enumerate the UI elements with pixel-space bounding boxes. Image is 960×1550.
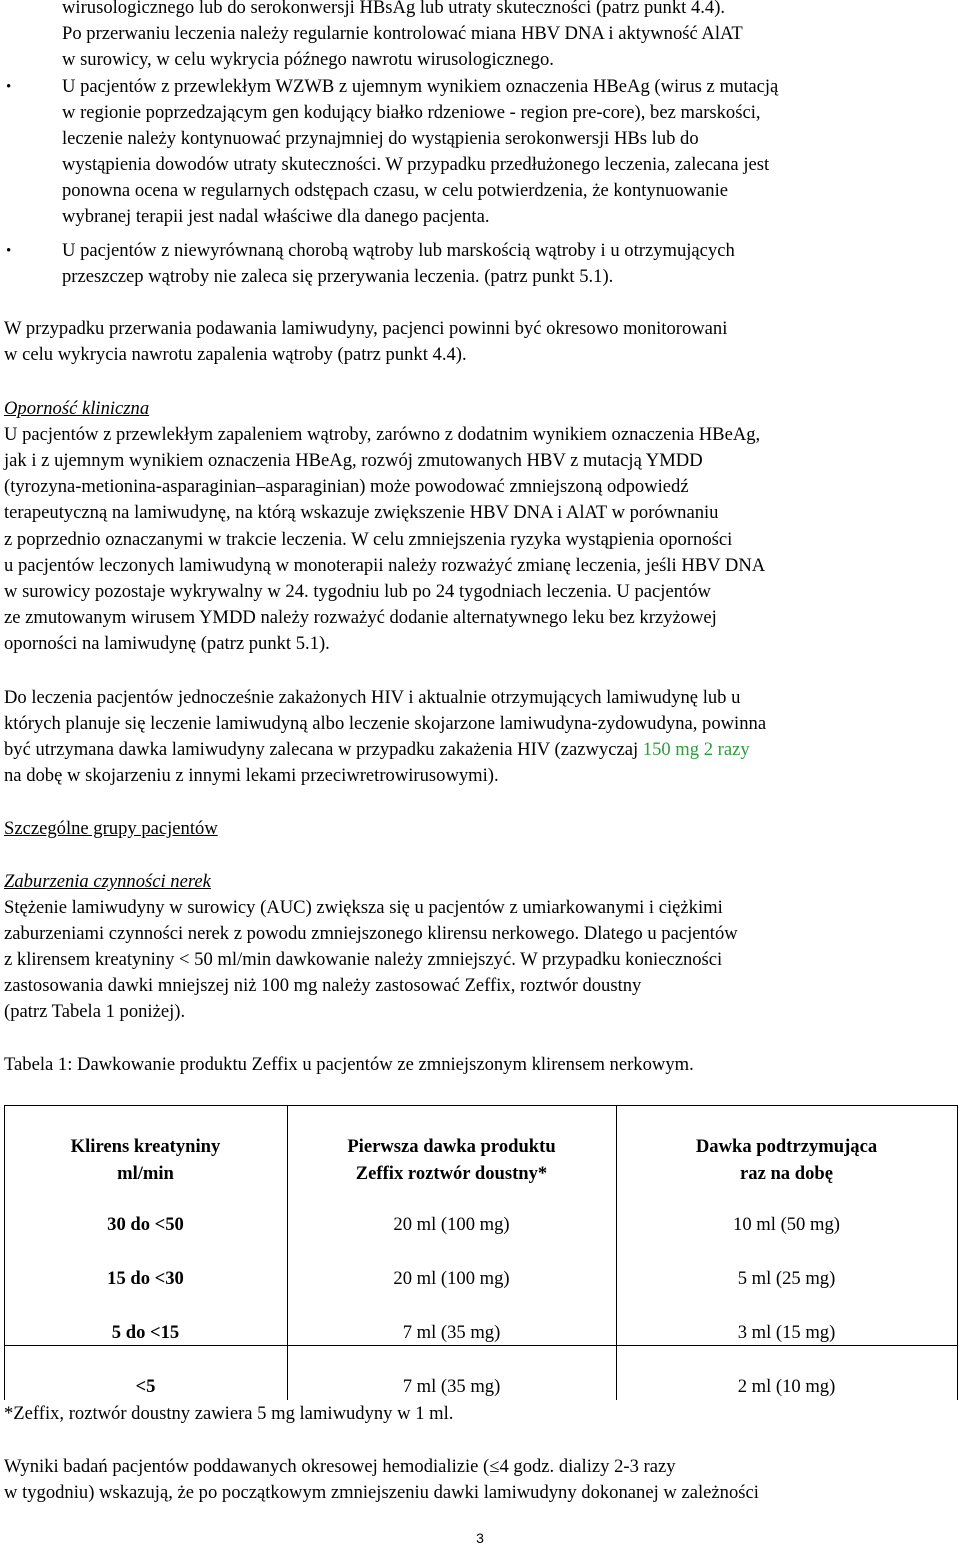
text-line: Po przerwaniu leczenia należy regularnie kontrolować miana HBV DNA i aktywność AlAT xyxy=(62,23,743,44)
text-line: z klirensem kreatyniny < 50 ml/min dawkowanie należy zmniejszyć. W przypadku konieczności xyxy=(4,949,723,970)
text-line: w celu wykrycia nawrotu zapalenia wątroby (patrz punkt 4.4). xyxy=(4,344,467,365)
text-line: w surowicy pozostaje wykrywalny w 24. tygodniu lub po 24 tygodniach leczenia. U pacjentów xyxy=(4,581,711,602)
text-line: Do leczenia pacjentów jednocześnie zakażonych HIV i aktualnie otrzymujących lamiwudynę lub u xyxy=(4,687,741,708)
text-line: wirusologicznego lub do serokonwersji HBsAg lub utraty skuteczności (patrz punkt 4.4). xyxy=(62,0,726,18)
table-header-line: ml/min xyxy=(117,1163,174,1184)
text-line: z poprzednio oznaczanymi w trakcie leczenia. W celu zmniejszenia ryzyka wystąpienia oporności xyxy=(4,529,733,550)
table-cell: 3 ml (15 mg) xyxy=(737,1322,836,1343)
text-line: U pacjentów z przewlekłym WZWB z ujemnym wynikiem oznaczenia HBeAg (wirus z mutacją xyxy=(62,76,779,97)
table-cell: 30 do <50 xyxy=(107,1214,184,1235)
table-header-line: Zeffix roztwór doustny* xyxy=(355,1163,548,1184)
text-span: być utrzymana dawka lamiwudyny zalecana w przypadku zakażenia HIV (zazwyczaj xyxy=(4,739,643,760)
page-number: 3 xyxy=(476,1530,484,1546)
table-footnote: *Zeffix, roztwór doustny zawiera 5 mg lamiwudyny w 1 ml. xyxy=(4,1403,454,1424)
text-line: których planuje się leczenie lamiwudyną albo leczenie skojarzone lamiwudyna-zydowudyna, powinna xyxy=(4,713,767,734)
bullet-point: • xyxy=(6,79,12,95)
table-header-line: Dawka podtrzymująca xyxy=(695,1136,878,1157)
text-line: terapeutyczną na lamiwudynę, na którą wskazuje zwiększenie HBV DNA i AlAT w porównaniu xyxy=(4,502,719,523)
table-cell: 15 do <30 xyxy=(107,1268,184,1289)
text-line: w surowicy, w celu wykrycia późnego nawrotu wirusologicznego. xyxy=(62,49,554,70)
text-line-with-highlight xyxy=(4,737,750,763)
text-line: w tygodniu) wskazują, że po początkowym zmniejszeniu dawki lamiwudyny dokonanej w zależności xyxy=(4,1482,759,1503)
text-line: przeszczep wątroby nie zaleca się przerywania leczenia. (patrz punkt 5.1). xyxy=(62,266,614,287)
text-line: U pacjentów z niewyrównaną chorobą wątroby lub marskością wątroby i u otrzymujących xyxy=(62,240,735,261)
text-line: u pacjentów leczonych lamiwudyną w monoterapii należy rozważyć zmianę leczenia, jeśli HBV DNA xyxy=(4,555,766,576)
table-header xyxy=(287,1133,616,1187)
bullet-point: • xyxy=(6,243,12,259)
table-cell: 5 ml (25 mg) xyxy=(737,1268,836,1289)
table-header xyxy=(616,1133,957,1187)
text-line: (tyrozyna-metionina-asparaginian–asparaginian) może powodować zmniejszoną odpowiedź xyxy=(4,476,689,497)
text-line: zastosowania dawki mniejszej niż 100 mg należy zastosować Zeffix, roztwór doustny xyxy=(4,975,642,996)
text-line: na dobę w skojarzeniu z innymi lekami przeciwretrowirusowymi). xyxy=(4,765,499,786)
table-header-line: Klirens kreatyniny xyxy=(70,1136,221,1157)
text-line: Wyniki badań pacjentów poddawanych okresowej hemodializie (≤4 godz. dializy 2-3 razy xyxy=(4,1456,676,1477)
section-heading: Oporność kliniczna xyxy=(4,398,150,419)
text-line: leczenie należy kontynuować przynajmniej do wystąpienia serokonwersji HBs lub do xyxy=(62,128,699,149)
table-cell: 20 ml (100 mg) xyxy=(393,1214,510,1235)
table-header-line: raz na dobę xyxy=(740,1163,833,1184)
table-caption: Tabela 1: Dawkowanie produktu Zeffix u pacjentów ze zmniejszonym klirensem nerkowym. xyxy=(4,1054,694,1075)
section-heading: Szczególne grupy pacjentów xyxy=(4,818,218,839)
table-header xyxy=(4,1133,287,1187)
table-cell: 5 do <15 xyxy=(111,1322,180,1343)
table-cell: 2 ml (10 mg) xyxy=(737,1376,836,1397)
text-line: w regionie poprzedzającym gen kodujący białko rdzeniowe - region pre-core), bez marskości, xyxy=(62,102,761,123)
text-line: wystąpienia dowodów utraty skuteczności. W przypadku przedłużonego leczenia, zalecana jest xyxy=(62,154,770,175)
text-line: ponowna ocena w regularnych odstępach czasu, w celu potwierdzenia, że kontynuowanie xyxy=(62,180,729,201)
table-cell: 7 ml (35 mg) xyxy=(402,1376,501,1397)
table-header-line: Pierwsza dawka produktu xyxy=(347,1136,556,1157)
table-cell: 10 ml (50 mg) xyxy=(733,1214,840,1235)
text-line: Stężenie lamiwudyny w surowicy (AUC) zwiększa się u pacjentów z umiarkowanymi i ciężkimi xyxy=(4,897,723,918)
text-line: U pacjentów z przewlekłym zapaleniem wątroby, zarówno z dodatnim wynikiem oznaczenia HBeAg, xyxy=(4,424,761,445)
table-cell: 20 ml (100 mg) xyxy=(393,1268,510,1289)
subsection-heading: Zaburzenia czynności nerek xyxy=(4,871,211,892)
table-cell: 7 ml (35 mg) xyxy=(402,1322,501,1343)
text-line: ze zmutowanym wirusem YMDD należy rozważyć dodanie alternatywnego leku bez krzyżowej xyxy=(4,607,717,628)
table-cell: <5 xyxy=(135,1376,156,1397)
text-line: oporności na lamiwudynę (patrz punkt 5.1). xyxy=(4,633,330,654)
text-line: zaburzeniami czynności nerek z powodu zmniejszonego klirensu nerkowego. Dlatego u pacjentów xyxy=(4,923,738,944)
text-line: (patrz Tabela 1 poniżej). xyxy=(4,1001,186,1022)
text-line: W przypadku przerwania podawania lamiwudyny, pacjenci powinni być okresowo monitorowani xyxy=(4,318,728,339)
text-line: jak i z ujemnym wynikiem oznaczenia HBeAg, rozwój zmutowanych HBV z mutacją YMDD xyxy=(4,450,703,471)
text-line: wybranej terapii jest nadal właściwe dla danego pacjenta. xyxy=(62,206,490,227)
green-highlight-text: 150 mg 2 razy xyxy=(642,739,750,760)
